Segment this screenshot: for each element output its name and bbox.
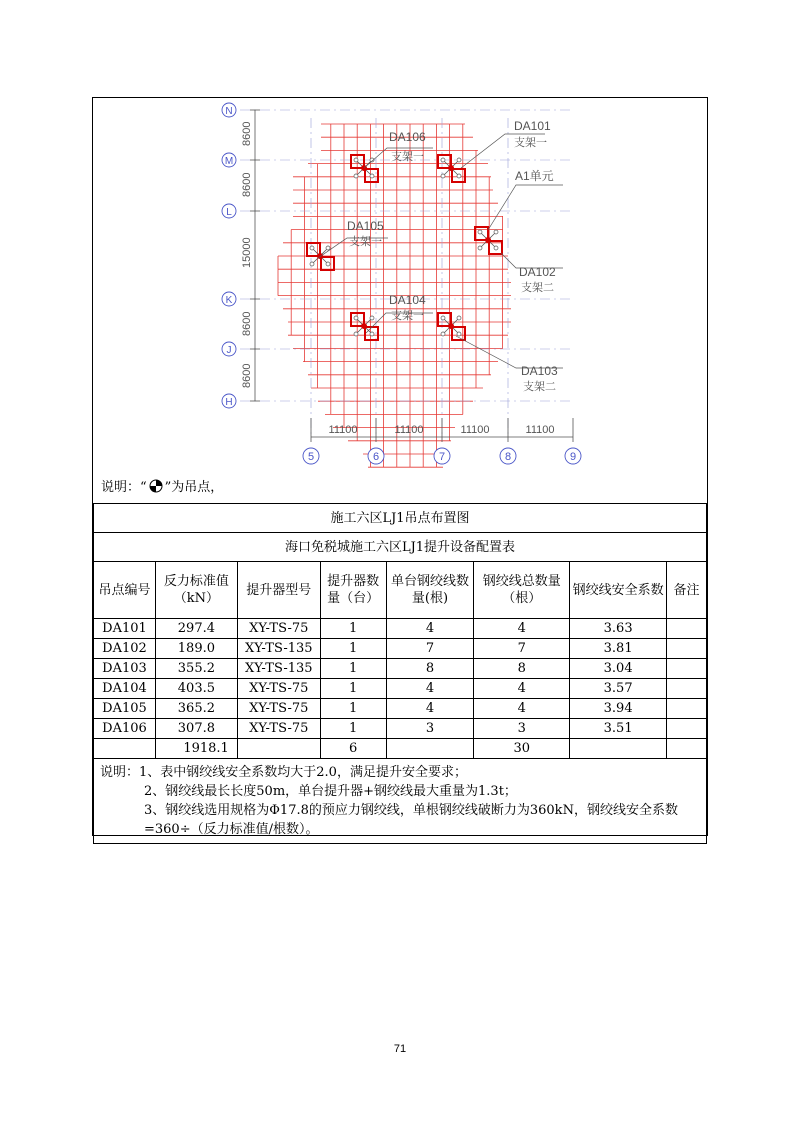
table-cell: 1 xyxy=(320,699,386,719)
axis-col-5: 5 xyxy=(307,451,315,463)
table-row xyxy=(94,659,707,679)
table-cell: 7 xyxy=(474,639,570,659)
row-dim-3: 15000 xyxy=(241,237,253,268)
table-cell: 8 xyxy=(474,659,570,679)
col-header: 吊点编号 xyxy=(94,562,156,619)
table-row xyxy=(94,619,707,639)
callout-DA106-type: 支架一 xyxy=(391,151,424,163)
axis-row-M: M xyxy=(224,156,234,167)
table-cell xyxy=(667,659,707,679)
row-dim-4: 8600 xyxy=(241,311,253,336)
lifting-point-plan xyxy=(93,98,707,503)
table-cell: 1 xyxy=(320,639,386,659)
document-frame xyxy=(92,97,708,836)
table-cell xyxy=(667,699,707,719)
table-cell xyxy=(667,639,707,659)
note-3: 3、钢绞线选用规格为Φ17.8的预应力钢绞线，单根钢绞线破断力为360kN，钢绞线安全系数=360÷（反力标准值/根数）。 xyxy=(144,803,678,837)
lifting-point-DA102 xyxy=(475,227,502,254)
table-cell: 4 xyxy=(386,679,474,699)
table-row xyxy=(94,639,707,659)
col-header: 提升器数量（台） xyxy=(320,562,386,619)
table-cell: 3.51 xyxy=(570,719,667,739)
col-header: 钢绞线安全系数 xyxy=(570,562,667,619)
table-row xyxy=(94,679,707,699)
table-cell: XY-TS-75 xyxy=(237,719,320,739)
note-1: 说明：1、表中钢绞线安全系数均大于2.0，满足提升安全要求； xyxy=(100,765,467,780)
axis-col-9: 9 xyxy=(569,451,577,463)
axis-row-J: J xyxy=(226,345,232,356)
table-cell: 3.94 xyxy=(570,699,667,719)
total-row xyxy=(94,739,707,759)
callout-DA102-type: 支架二 xyxy=(521,282,554,294)
col-header: 钢绞线总数量（根） xyxy=(474,562,570,619)
notes xyxy=(94,759,707,844)
table-cell: 1 xyxy=(320,719,386,739)
col-header: 单台钢绞线数量(根) xyxy=(386,562,474,619)
table-cell: DA104 xyxy=(94,679,156,699)
legend xyxy=(101,476,223,495)
table-cell: 3.57 xyxy=(570,679,667,699)
col-dim-2: 11100 xyxy=(394,424,424,436)
callout-DA105-code: DA105 xyxy=(347,219,384,233)
table-cell: 355.2 xyxy=(155,659,237,679)
table-cell: XY-TS-75 xyxy=(237,699,320,719)
col-header: 反力标准值（kN） xyxy=(155,562,237,619)
table-cell xyxy=(667,679,707,699)
table-cell: DA101 xyxy=(94,619,156,639)
table-cell: 1 xyxy=(320,679,386,699)
callout-DA106-code: DA106 xyxy=(389,130,426,144)
table-cell: 4 xyxy=(474,699,570,719)
table-cell: 3.81 xyxy=(570,639,667,659)
table-cell: 1 xyxy=(320,659,386,679)
table-cell xyxy=(667,619,707,639)
table-cell: 307.8 xyxy=(155,719,237,739)
table-cell: 3 xyxy=(474,719,570,739)
table-cell: DA105 xyxy=(94,699,156,719)
total-devices: 6 xyxy=(320,739,386,759)
table-cell: 1 xyxy=(320,619,386,639)
callout-DA104-code: DA104 xyxy=(389,293,426,307)
config-table-title: 海口免税城施工六区LJ1提升设备配置表 xyxy=(94,533,707,562)
total-force: 1918.1 xyxy=(155,739,237,759)
unit-label: A1单元 xyxy=(515,169,554,183)
axis-row-N: N xyxy=(225,106,233,117)
table-row xyxy=(94,699,707,719)
lifting-point-DA104 xyxy=(351,313,378,340)
axis-col-7: 7 xyxy=(438,451,446,463)
col-dim-4: 11100 xyxy=(525,424,555,436)
table-cell: 4 xyxy=(474,679,570,699)
table-cell: 4 xyxy=(474,619,570,639)
total-strands: 30 xyxy=(474,739,570,759)
axis-row-K: K xyxy=(225,295,233,306)
legend-prefix: 说明：“ xyxy=(101,480,147,495)
table-cell: 3.63 xyxy=(570,619,667,639)
table-cell: XY-TS-75 xyxy=(237,679,320,699)
col-header: 提升器型号 xyxy=(237,562,320,619)
plan-title: 施工六区LJ1吊点布置图 xyxy=(94,504,707,533)
axis-col-6: 6 xyxy=(372,451,380,463)
callout-DA105-type: 支架一 xyxy=(349,236,382,248)
page-number: 71 xyxy=(393,1043,407,1055)
row-dim-1: 8600 xyxy=(241,121,253,146)
table-cell: DA103 xyxy=(94,659,156,679)
table-cell: 189.0 xyxy=(155,639,237,659)
table-row xyxy=(94,719,707,739)
col-header: 备注 xyxy=(667,562,707,619)
axis-col-8: 8 xyxy=(504,451,512,463)
callout-DA102-code: DA102 xyxy=(519,265,556,279)
axis-row-L: L xyxy=(226,207,232,218)
row-dim-5: 8600 xyxy=(241,363,253,388)
row-dim-2: 8600 xyxy=(241,172,253,197)
lifting-point-DA103 xyxy=(438,313,465,340)
table-cell: 4 xyxy=(386,619,474,639)
table-cell: 7 xyxy=(386,639,474,659)
callout-DA101-code: DA101 xyxy=(514,119,551,133)
table-cell: 4 xyxy=(386,699,474,719)
equipment-config-table xyxy=(93,503,707,844)
table-header-row xyxy=(94,562,707,619)
table-cell: DA102 xyxy=(94,639,156,659)
lifting-point-symbol-icon xyxy=(149,479,163,493)
table-cell: XY-TS-135 xyxy=(237,639,320,659)
table-cell: 3 xyxy=(386,719,474,739)
table-cell: 8 xyxy=(386,659,474,679)
col-dim-1: 11100 xyxy=(328,424,358,436)
table-cell: 403.5 xyxy=(155,679,237,699)
axis-row-H: H xyxy=(225,397,233,408)
table-cell: XY-TS-75 xyxy=(237,619,320,639)
col-dim-3: 11100 xyxy=(460,424,490,436)
note-2: 2、钢绞线最长长度50m，单台提升器+钢绞线最大重量为1.3t； xyxy=(144,784,517,799)
table-cell xyxy=(667,719,707,739)
table-cell: XY-TS-135 xyxy=(237,659,320,679)
callout-DA104-type: 支架一 xyxy=(391,310,424,322)
table-cell: 297.4 xyxy=(155,619,237,639)
table-cell: DA106 xyxy=(94,719,156,739)
lifting-point-DA101 xyxy=(438,155,465,182)
callout-DA103-code: DA103 xyxy=(521,364,558,378)
table-cell: 365.2 xyxy=(155,699,237,719)
legend-suffix: ”为吊点， xyxy=(164,480,224,495)
callout-DA101-type: 支架一 xyxy=(514,137,547,149)
callout-DA103-type: 支架二 xyxy=(523,381,556,393)
table-cell: 3.04 xyxy=(570,659,667,679)
